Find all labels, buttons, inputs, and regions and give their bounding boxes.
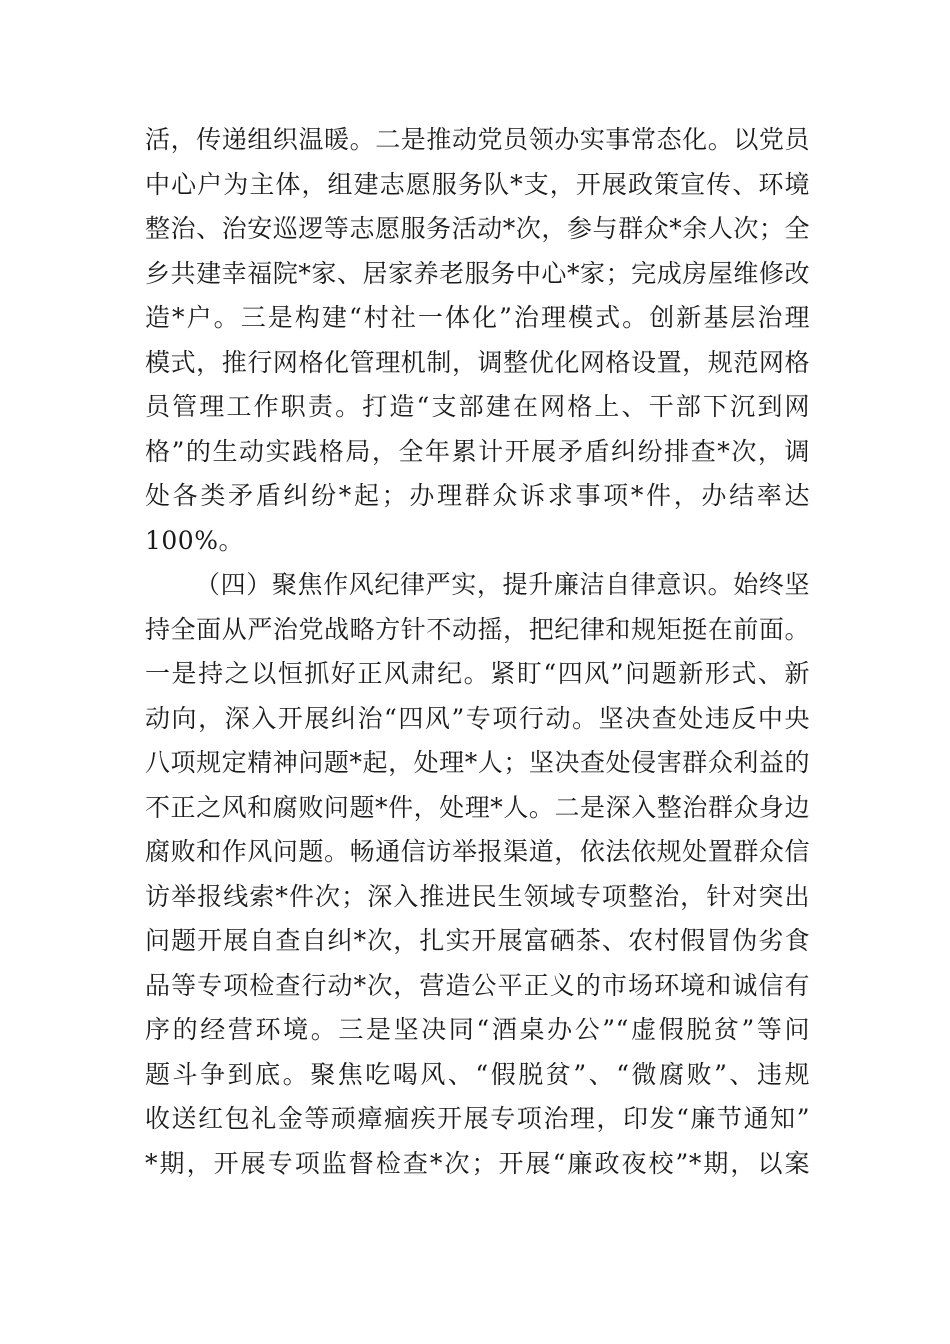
text-line: 八项规定精神问题*起，处理*人；坚决查处侵害群众利益的 xyxy=(145,748,810,777)
text-line: *期，开展专项监督检查*次；开展“廉政夜校”*期，以案 xyxy=(145,1148,810,1178)
text-line: 持全面从严治党战略方针不动摇，把纪律和规矩挺在前面。 xyxy=(145,614,810,644)
text-line-indented: （四）聚焦作风纪律严实，提升廉洁自律意识。始终坚 xyxy=(195,570,810,599)
text-line: 问题开展自查自纠*次，扎实开展富硒茶、农村假冒伪劣食 xyxy=(145,926,810,955)
text-line: 整治、治安巡逻等志愿服务活动*次，参与群众*余人次；全 xyxy=(145,214,810,243)
text-line: 序的经营环境。三是坚决同“酒桌办公”“虚假脱贫”等问 xyxy=(145,1015,810,1044)
text-line: 乡共建幸福院*家、居家养老服务中心*家；完成房屋维修改 xyxy=(145,258,810,288)
text-line: 一是持之以恒抓好正风肃纪。紧盯“四风”问题新形式、新 xyxy=(145,659,810,688)
text-line: 处各类矛盾纠纷*起；办理群众诉求事项*件，办结率达 xyxy=(145,481,810,510)
text-line: 不正之风和腐败问题*件，处理*人。二是深入整治群众身边 xyxy=(145,792,810,822)
paragraph-2 xyxy=(145,563,810,1186)
text-line: 员管理工作职责。打造“支部建在网格上、干部下沉到网 xyxy=(145,392,810,421)
text-line: 动向，深入开展纠治“四风”专项行动。坚决查处违反中央 xyxy=(145,703,810,733)
text-line: 腐败和作风问题。畅通信访举报渠道，依法依规处置群众信 xyxy=(145,837,810,866)
text-line: 格”的生动实践格局，全年累计开展矛盾纠纷排查*次，调 xyxy=(145,436,810,466)
text-line: 模式，推行网格化管理机制，调整优化网格设置，规范网格 xyxy=(145,347,810,377)
text-line: 品等专项检查行动*次，营造公平正义的市场环境和诚信有 xyxy=(145,970,810,1000)
text-line: 中心户为主体，组建志愿服务队*支，开展政策宣传、环境 xyxy=(145,169,810,199)
paragraph-1 xyxy=(145,118,810,563)
text-line: 题斗争到底。聚焦吃喝风、“假脱贫”、“微腐败”、违规 xyxy=(145,1059,810,1089)
text-line: 造*户。三是构建“村社一体化”治理模式。创新基层治理 xyxy=(145,303,810,332)
document-body xyxy=(145,118,810,1186)
text-line: 活，传递组织温暖。二是推动党员领办实事常态化。以党员 xyxy=(145,125,810,154)
text-line: 访举报线索*件次；深入推进民生领域专项整治，针对突出 xyxy=(145,881,810,911)
text-line: 100%。 xyxy=(145,525,244,555)
text-line: 收送红包礼金等顽瘴痼疾开展专项治理，印发“廉节通知” xyxy=(145,1104,810,1133)
